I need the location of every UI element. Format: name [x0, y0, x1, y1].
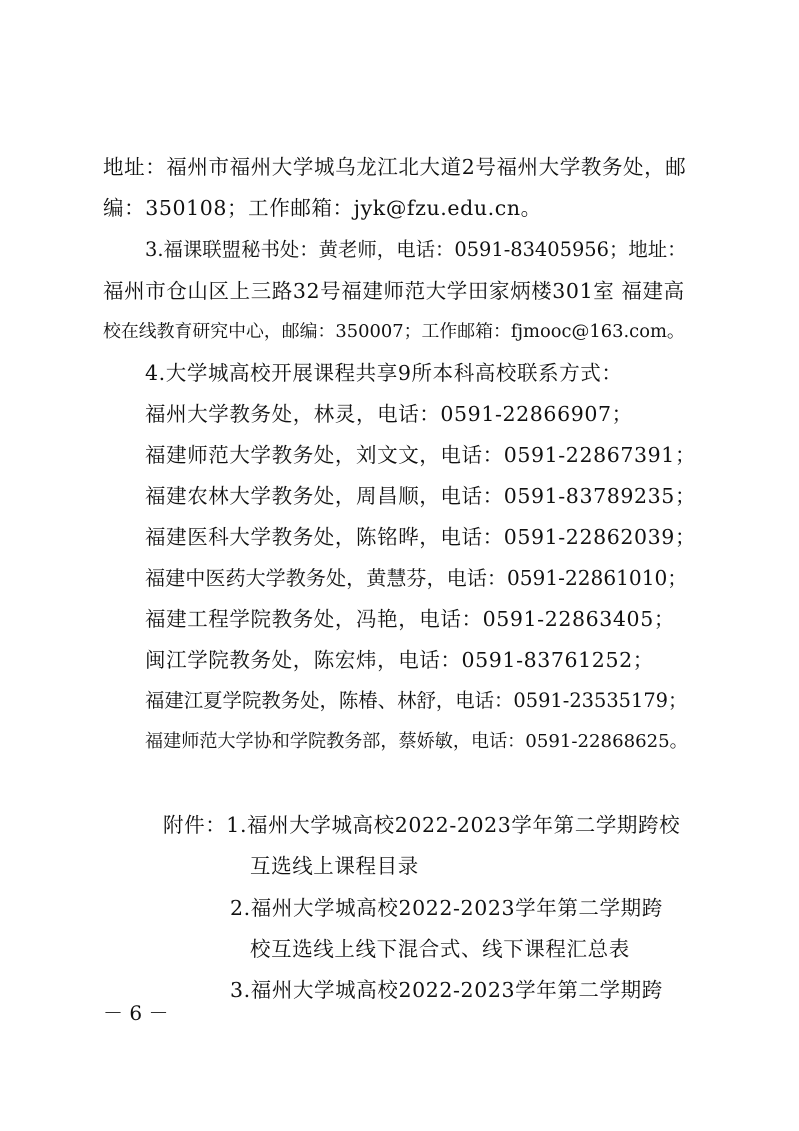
contacts-intro: 4.大学城高校开展课程共享9所本科高校联系方式： — [145, 361, 623, 385]
contact-item: 福建工程学院教务处，冯艳，电话：0591-22863405； — [145, 607, 675, 631]
contact-item: 福建医科大学教务处，陈铭晔，电话：0591-22862039； — [145, 525, 697, 549]
contact-item: 福建农林大学教务处，周昌顺，电话：0591-83789235； — [145, 484, 697, 508]
secretariat-line-3: 校在线教育研究中心，邮编：350007；工作邮箱：fjmooc@163.com。 — [103, 321, 685, 342]
address-line-2: 编：350108；工作邮箱：jyk@fzu.edu.cn。 — [103, 196, 542, 220]
secretariat-line-1: 3.福课联盟秘书处：黄老师，电话：0591-83405956；地址： — [145, 238, 687, 261]
contact-item: 福建江夏学院教务处，陈椿、林舒，电话：0591-23535179； — [145, 689, 688, 712]
contact-item: 福建师范大学协和学院教务部，蔡娇敏，电话：0591-22868625。 — [145, 731, 688, 752]
page-number: － 6 － — [103, 1001, 169, 1025]
attachment-1-line-2: 互选线上课程目录 — [250, 854, 419, 878]
attachment-1-line-1: 附件：1.福州大学城高校2022-2023学年第二学期跨校 — [163, 813, 681, 837]
attachment-2-line-2: 校互选线上线下混合式、线下课程汇总表 — [250, 937, 630, 961]
attachment-2-line-1: 2.福州大学城高校2022-2023学年第二学期跨 — [230, 896, 663, 920]
contact-item: 福建师范大学教务处，刘文文，电话：0591-22867391； — [145, 443, 697, 467]
contact-item: 福建中医药大学教务处，黄慧芬，电话：0591-22861010； — [145, 566, 688, 590]
contact-item: 福州大学教务处，林灵，电话：0591-22866907； — [145, 402, 633, 426]
attachment-3-line-1: 3.福州大学城高校2022-2023学年第二学期跨 — [230, 978, 663, 1002]
address-line-1: 地址：福州市福州大学城乌龙江北大道2号福州大学教务处，邮 — [103, 155, 687, 179]
contact-item: 闽江学院教务处，陈宏炜，电话：0591-83761252； — [145, 648, 654, 672]
secretariat-line-2: 福州市仓山区上三路32号福建师范大学田家炳楼301室 福建高 — [103, 279, 685, 303]
